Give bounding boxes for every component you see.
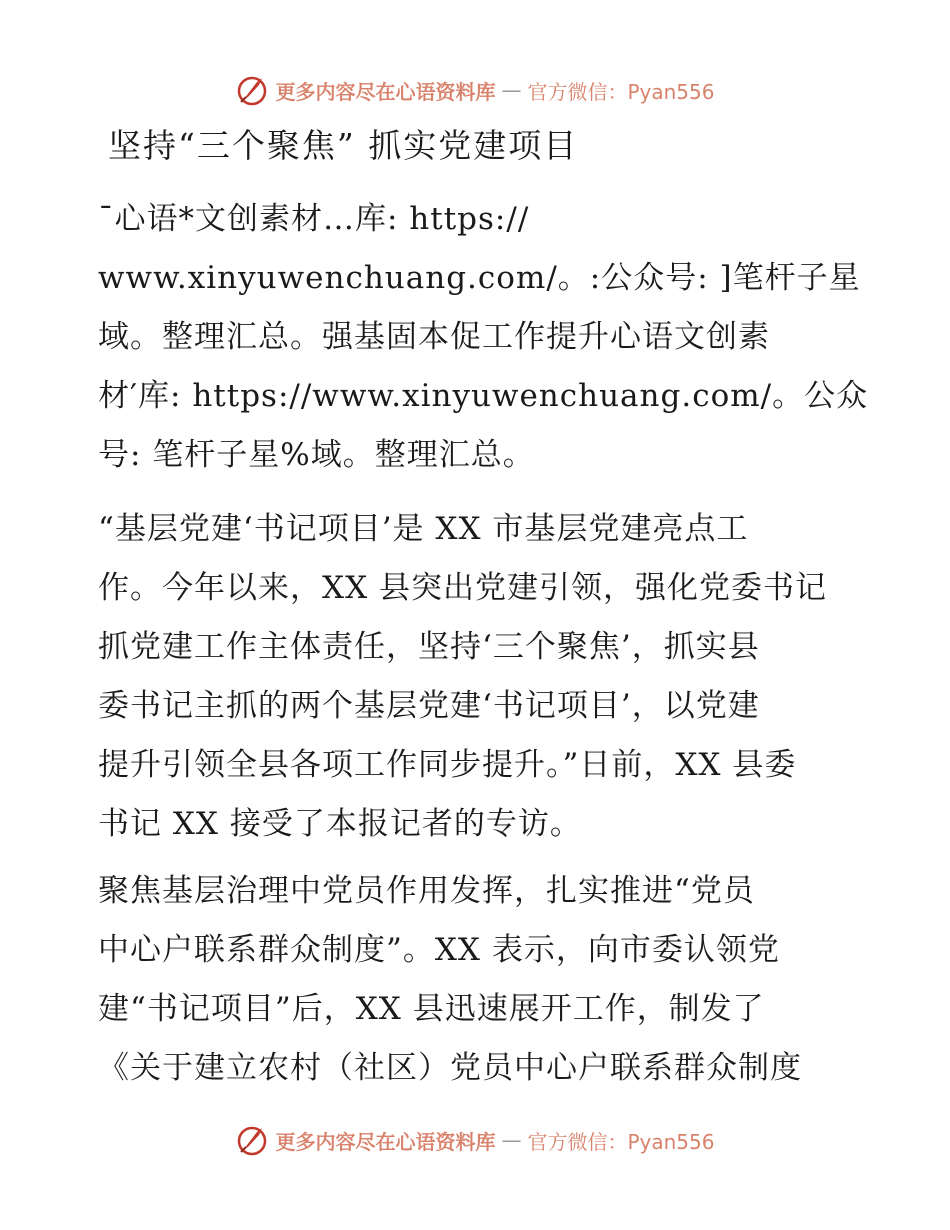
paragraph-line: 材′库: https://www.xinyuwenchuang.com/。公众: [98, 378, 869, 414]
paragraph-line: 中心户联系群众制度”。XX 表示，向市委认领党: [98, 932, 780, 968]
paragraph-line: 提升引领全县各项工作同步提升。”日前，XX 县委: [98, 747, 797, 783]
header-banner: [0, 70, 950, 110]
banner-separator: —: [501, 1128, 522, 1152]
paragraph-line: ¯心语*文创素材…库: https://: [98, 201, 530, 237]
paragraph-line: “基层党建‘书记项目’是 XX 市基层党建亮点工: [98, 511, 749, 547]
quill-pen-logo-icon: [235, 73, 269, 107]
paragraph-line: 委书记主抓的两个基层党建‘书记项目’，以党建: [98, 688, 760, 724]
paragraph-line: www.xinyuwenchuang.com/。:公众号: ]笔杆子星: [98, 260, 861, 296]
paragraph-line: 号: 笔杆子星%域。整理汇总。: [98, 437, 535, 473]
paragraph-line: 作。今年以来，XX 县突出党建引领，强化党委书记: [98, 570, 827, 606]
banner-contact: 官方微信：Pyan556: [527, 79, 715, 104]
paragraph-line: 书记 XX 接受了本报记者的专访。: [98, 806, 582, 842]
paragraph-3: [98, 862, 858, 1098]
paragraph-line: 《关于建立农村（社区）党员中心户联系群众制度: [98, 1050, 802, 1086]
paragraph-line: 建“书记项目”后，XX 县迅速展开工作，制发了: [98, 991, 765, 1027]
paragraph-2: [98, 500, 858, 854]
paragraph-line: 域。整理汇总。强基固本促工作提升心语文创素: [98, 319, 770, 355]
footer-banner: [0, 1120, 950, 1160]
paragraph-line: 抓党建工作主体责任，坚持‘三个聚焦’，抓实县: [98, 629, 760, 665]
document-title: 坚持“三个聚焦” 抓实党建项目: [108, 126, 579, 165]
banner-separator: —: [501, 78, 522, 102]
paragraph-1: [98, 190, 869, 485]
banner-contact: 官方微信：Pyan556: [527, 1129, 715, 1154]
paragraph-line: 聚焦基层治理中党员作用发挥，扎实推进“党员: [98, 873, 755, 909]
quill-pen-logo-icon: [235, 1123, 269, 1157]
banner-text: 更多内容尽在心语资料库: [275, 1129, 496, 1154]
banner-text: 更多内容尽在心语资料库: [275, 79, 496, 104]
